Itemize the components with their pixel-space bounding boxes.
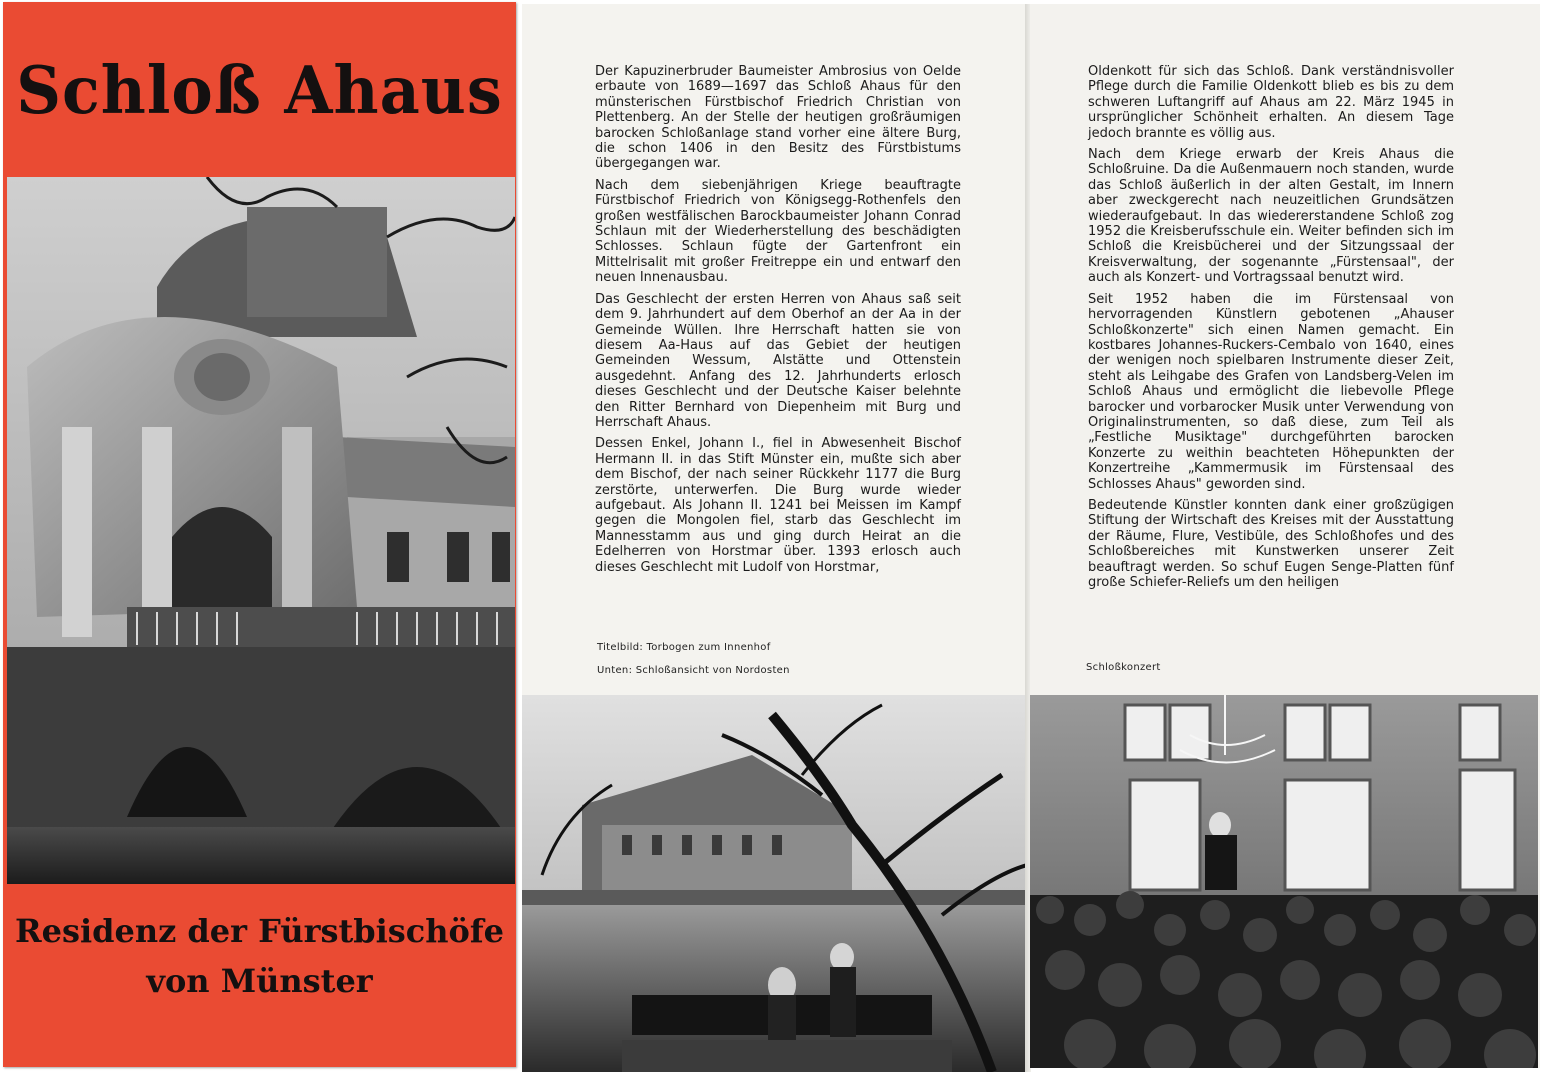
cover-photo-gateway xyxy=(7,177,515,884)
paragraph: Bedeutende Künstler konnten dank einer großzügigen Stiftung der Wirtschaft des Kreises mit der Ausstattung der Räume, Flure, Vestibüle, des Schloßhofes und des Schloßbereiches mit Kunstwerken unserer Zeit beauftragt werden. So schuf Eugen Senge-Platten fünf große Schiefer-Reliefs um den heiligen xyxy=(1088,497,1454,590)
brochure-inner-right xyxy=(1030,4,1540,1068)
paragraph: Nach dem siebenjährigen Kriege beauftragte Fürstbischof Friedrich von Königsegg-Rothenfels den großen westfälischen Barockbaumeister Johann Conrad Schlaun mit der Wiederherstellung des beschädigten Schlosses. Schlaun fügte der Gartenfront ein Mittelrisalit mit großer Freitreppe ein und entwarf den neuen Innenausbau. xyxy=(595,177,961,286)
caption-concert: Schloßkonzert xyxy=(1086,662,1161,673)
paragraph: Nach dem Kriege erwarb der Kreis Ahaus die Schloßruine. Da die Außenmauern noch standen, wurde das Schloß äußerlich in der alten Gestalt, im Innern aber zweckgerecht nach neuzeitlichen Grundsätzen wiederaufgebaut. In das wiedererstandene Schloß zog 1952 die Kreisberufsschule ein. Weiter befinden sich im Schloß die Kreisbücherei und der Sitzungssaal der Kreisverwaltung, der sogenannte „Fürstensaal", der auch als Konzert- und Vortragssaal benutzt wird. xyxy=(1088,147,1454,286)
brochure-cover xyxy=(3,2,516,1067)
paragraph: Das Geschlecht der ersten Herren von Ahaus saß seit dem 9. Jahrhundert auf dem Oberhof an der Aa in der Gemeinde Wüllen. Ihre Herrschaft hatten sie von diesem Aa-Haus auf das Gebiet der heutigen Gemeinden Wessum, Alstätte und Ottenstein ausgedehnt. Anfang des 12. Jahrhunderts erlosch dieses Geschlecht und der Deutsche Kaiser belehnte den Ritter Bernhard von Diepenheim mit Burg und Herrschaft Ahaus. xyxy=(595,291,961,430)
caption-below-image: Unten: Schloßansicht von Nordosten xyxy=(597,665,790,676)
photo-castle-concert xyxy=(1030,695,1538,1068)
cover-subtitle-line1: Residenz der Fürstbischöfe xyxy=(14,912,504,950)
gateway-illustration xyxy=(7,177,515,884)
paragraph: Seit 1952 haben die im Fürstensaal von hervorragenden Künstlern gebotenen „Ahauser Schloßkonzerte" sich einen Namen gemacht. Ein kostbares Johannes-Ruckers-Cembalo von 1640, eines der wenigen noch spielbaren Instrumente dieser Zeit, steht als Leihgabe des Grafen von Landsberg-Velen im Schloß Ahaus und ermöglicht die liebevolle Pflege barocker und vorbarocker Musik unter Verwendung von Originalinstrumenten, so daß diese, zum Teil als „Festliche Musiktage" durchgeführten barocken Konzerte zu weithin beachteten Höhepunkten der Konzertreihe „Kammermusik im Fürstensaal des Schlosses Ahaus" geworden sind. xyxy=(1088,291,1454,492)
cover-subtitle-line2: von Münster xyxy=(146,962,373,1000)
history-text-column-continued xyxy=(1088,64,1454,596)
castle-moat-illustration xyxy=(522,695,1027,1072)
paragraph: Dessen Enkel, Johann I., fiel in Abwesenheit Bischof Hermann II. in das Stift Münster ein, mußte sich aber dem Bischof, der nach seiner Rückkehr 1177 die Burg zerstörte, unterwerfen. Die Burg wurde wieder aufgebaut. Als Johann II. 1241 bei Meissen im Kampf gegen die Mongolen fiel, starb das Geschlecht im Mannesstamm aus und ging durch Heirat an die Edelherren von Horstmar über. 1393 erlosch auch dieses Geschlecht mit Ludolf von Horstmar, xyxy=(595,436,961,575)
history-text-column xyxy=(595,64,961,581)
paragraph: Oldenkott für sich das Schloß. Dank verständnisvoller Pflege durch die Familie Oldenkott blieb es bis zu dem schweren Luftangriff auf Ahaus am 22. März 1945 in ursprünglicher Schönheit erhalten. An diesem Tage jedoch brannte es völlig aus. xyxy=(1088,64,1454,141)
photo-castle-northeast xyxy=(522,695,1027,1072)
cover-title: Schloß Ahaus xyxy=(16,52,503,129)
brochure-inner-left xyxy=(522,4,1027,1072)
concert-hall-illustration xyxy=(1030,695,1538,1068)
paragraph: Der Kapuzinerbruder Baumeister Ambrosius von Oelde erbaute von 1689—1697 das Schloß Ahaus für den münsterischen Fürstbischof Friedrich Christian von Plettenberg. An der Stelle der heutigen großräumigen barocken Schloßanlage stand vorher eine ältere Burg, die schon 1406 in den Besitz des Fürstbistums übergegangen war. xyxy=(595,64,961,172)
caption-title-image: Titelbild: Torbogen zum Innenhof xyxy=(597,642,771,653)
